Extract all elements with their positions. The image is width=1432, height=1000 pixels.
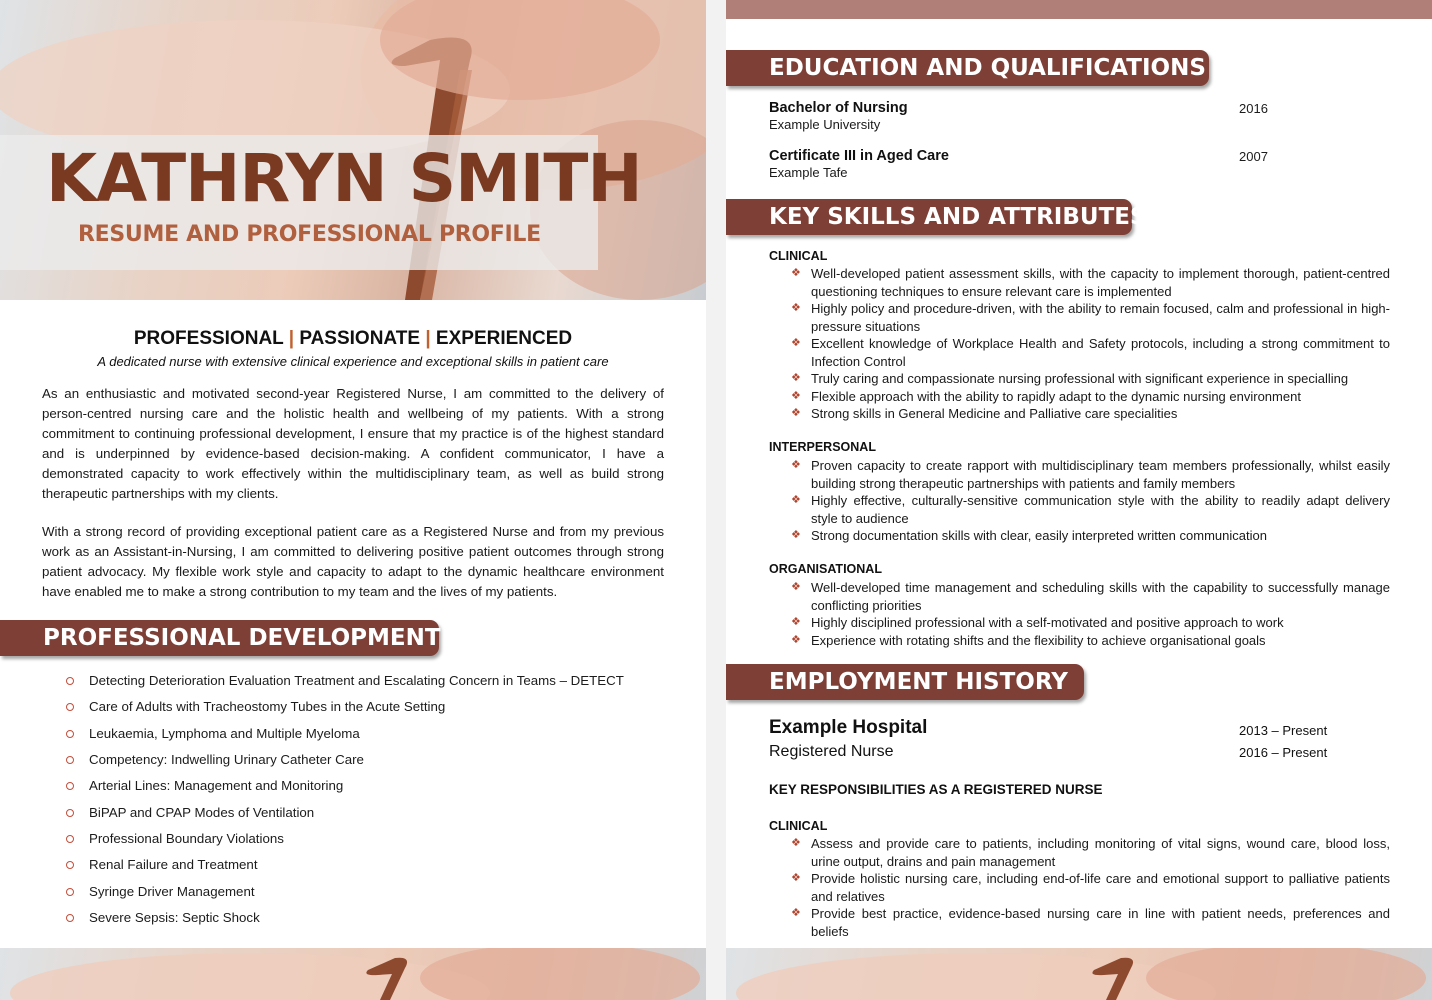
list-item bbox=[791, 388, 1390, 406]
section-heading-text: EDUCATION AND QUALIFICATIONS bbox=[769, 55, 1206, 81]
list-item bbox=[791, 835, 1390, 870]
list-item-text: Care of Adults with Tracheostomy Tubes in the Acute Setting bbox=[89, 699, 446, 715]
profile-paragraph: As an enthusiastic and motivated second-year Registered Nurse, I am committed to the delivery of person-centred nursing care and the holistic health and wellbeing of my patients. With a strong commitment to continuing professional development, I ensure that my practice is of the highest standard and is underpinned by evidence-based decision-making. A confident communicator, I have a demonstrated capacity to work effectively within the multidisciplinary team, as well as build strong therapeutic partnerships with my clients. bbox=[42, 386, 664, 501]
circle-bullet-icon bbox=[66, 835, 74, 843]
list-item-text: Provide best practice, evidence-based nursing care in line with patient needs, preferences and beliefs bbox=[811, 906, 1390, 939]
section-heading-text: KEY SKILLS AND ATTRIBUTES bbox=[769, 204, 1147, 230]
list-item-text: Flexible approach with the ability to rapidly adapt to the dynamic nursing environment bbox=[811, 388, 1301, 404]
qualification-title: Certificate III in Aged Care bbox=[769, 148, 949, 164]
list-item-text: Syringe Driver Management bbox=[89, 883, 255, 899]
list-item-text: Truly caring and compassionate nursing professional with significant experience in specialling bbox=[811, 371, 1349, 386]
diamond-bullet-icon: ❖ bbox=[791, 389, 801, 402]
list-item bbox=[791, 614, 1390, 632]
list-item-text: Highly policy and procedure-driven, with the ability to remain focused, calm and professional in high-pressure situations bbox=[811, 301, 1390, 334]
tagline-separator: | bbox=[288, 328, 295, 349]
hero-photo bbox=[0, 0, 706, 300]
list-item-text: Leukaemia, Lymphoma and Multiple Myeloma bbox=[89, 725, 360, 741]
list-item bbox=[62, 668, 682, 694]
list-item bbox=[62, 852, 682, 878]
list-item-text: Assess and provide care to patients, including monitoring of vital signs, wound care, blood loss, urine output, drains and pain management bbox=[811, 836, 1390, 869]
diamond-bullet-icon: ❖ bbox=[791, 837, 801, 849]
resume-page-2 bbox=[726, 0, 1432, 1000]
list-item bbox=[791, 527, 1390, 545]
list-item-text: Competency: Indwelling Urinary Catheter Care bbox=[89, 752, 364, 768]
circle-bullet-icon bbox=[66, 861, 74, 869]
circle-bullet-icon bbox=[66, 730, 74, 738]
circle-bullet-icon bbox=[66, 809, 74, 817]
diamond-bullet-icon: ❖ bbox=[791, 633, 801, 646]
circle-bullet-icon bbox=[66, 914, 74, 922]
list-item-text: Experience with rotating shifts and the flexibility to achieve organisational goals bbox=[811, 632, 1266, 648]
employer-dates: 2013 – Present bbox=[1239, 723, 1328, 738]
skills-category-clinical: CLINICAL bbox=[769, 249, 828, 263]
section-heading-text: PROFESSIONAL DEVELOPMENT bbox=[43, 625, 441, 651]
education-entry bbox=[769, 100, 1369, 132]
interpersonal-skills-list bbox=[791, 457, 1390, 545]
diamond-bullet-icon: ❖ bbox=[791, 459, 801, 471]
circle-bullet-icon bbox=[66, 756, 74, 764]
qualification-year: 2007 bbox=[1239, 149, 1268, 164]
circle-bullet-icon bbox=[66, 677, 74, 685]
institution-name: Example University bbox=[769, 117, 881, 132]
tagline-separator: | bbox=[425, 328, 431, 349]
responsibilities-category-clinical: CLINICAL bbox=[769, 819, 828, 833]
list-item-text: Strong documentation skills with clear, easily interpreted written communication bbox=[811, 528, 1267, 543]
responsibilities-heading: KEY RESPONSIBILITIES AS A REGISTERED NURSE bbox=[769, 782, 1103, 797]
tagline bbox=[0, 328, 706, 350]
list-item bbox=[62, 878, 682, 904]
tagline-summary: A dedicated nurse with extensive clinical experience and exceptional skills in patient care bbox=[97, 354, 609, 369]
qualification-title: Bachelor of Nursing bbox=[769, 100, 908, 116]
diamond-bullet-icon: ❖ bbox=[791, 372, 801, 384]
list-item bbox=[791, 265, 1390, 300]
diamond-bullet-icon: ❖ bbox=[791, 337, 801, 349]
list-item bbox=[62, 694, 682, 720]
responsibilities-list bbox=[791, 835, 1390, 940]
circle-bullet-icon bbox=[66, 888, 74, 896]
professional-development-list bbox=[62, 668, 682, 931]
diamond-bullet-icon: ❖ bbox=[791, 581, 801, 593]
skills-category-organisational: ORGANISATIONAL bbox=[769, 562, 882, 576]
list-item bbox=[62, 905, 682, 931]
next-page-photo-preview bbox=[726, 948, 1432, 1000]
list-item bbox=[791, 905, 1390, 940]
list-item bbox=[62, 721, 682, 747]
resume-subtitle: RESUME AND PROFESSIONAL PROFILE bbox=[78, 222, 541, 247]
list-item bbox=[791, 632, 1390, 650]
list-item bbox=[791, 370, 1390, 388]
next-page-photo-preview bbox=[0, 948, 706, 1000]
resume-page-1 bbox=[0, 0, 706, 1000]
list-item bbox=[62, 747, 682, 773]
clinical-skills-list bbox=[791, 265, 1390, 423]
job-role: Registered Nurse bbox=[769, 743, 894, 760]
diamond-bullet-icon: ❖ bbox=[791, 267, 801, 279]
hands-cane-illustration bbox=[0, 948, 706, 1000]
list-item bbox=[791, 870, 1390, 905]
list-item-text: Strong skills in General Medicine and Palliative care specialities bbox=[811, 406, 1178, 421]
diamond-bullet-icon: ❖ bbox=[791, 407, 801, 419]
list-item-text: BiPAP and CPAP Modes of Ventilation bbox=[89, 804, 315, 820]
institution-name: Example Tafe bbox=[769, 165, 848, 180]
list-item-text: Arterial Lines: Management and Monitoring bbox=[89, 778, 344, 794]
tagline-word-professional: PROFESSIONAL bbox=[133, 328, 284, 349]
diamond-bullet-icon: ❖ bbox=[791, 529, 801, 541]
list-item bbox=[62, 826, 682, 852]
tagline-word-experienced: EXPERIENCED bbox=[435, 328, 573, 349]
role-dates: 2016 – Present bbox=[1239, 745, 1328, 760]
list-item bbox=[791, 492, 1390, 527]
list-item bbox=[791, 405, 1390, 423]
list-item bbox=[791, 457, 1390, 492]
section-heading-professional-development bbox=[0, 620, 439, 656]
candidate-name: KATHRYN SMITH bbox=[46, 140, 642, 217]
list-item-text: Well-developed time management and scheduling skills with the capability to successfully manage conflicting priorities bbox=[811, 580, 1390, 613]
list-item bbox=[791, 335, 1390, 370]
page-top-strip bbox=[726, 0, 1432, 19]
list-item-text: Proven capacity to create rapport with multidisciplinary team members professionally, whilst easily building strong therapeutic partnerships with patients and family members bbox=[811, 458, 1390, 491]
list-item-text: Professional Boundary Violations bbox=[89, 830, 284, 846]
hands-cane-illustration bbox=[726, 948, 1432, 1000]
profile-paragraph: With a strong record of providing exceptional patient care as a Registered Nurse and from my previous work as an Assistant-in-Nursing, I am committed to delivering positive patient outcomes through strong patient advocacy. My flexible work style and capacity to adapt to the dynamic healthcare environment have enabled me to make a strong contribution to my team and the lives of my patients. bbox=[42, 524, 664, 599]
section-heading-text: EMPLOYMENT HISTORY bbox=[769, 669, 1068, 695]
employer-name: Example Hospital bbox=[769, 717, 928, 738]
list-item bbox=[791, 579, 1390, 614]
section-heading-education bbox=[726, 50, 1209, 86]
diamond-bullet-icon: ❖ bbox=[791, 494, 801, 506]
organisational-skills-list bbox=[791, 579, 1390, 649]
list-item bbox=[791, 300, 1390, 335]
list-item-text: Highly effective, culturally-sensitive communication style with the ability to readily adapt delivery style to audience bbox=[811, 493, 1390, 526]
list-item-text: Detecting Deterioration Evaluation Treatment and Escalating Concern in Teams – DETECT bbox=[89, 673, 624, 689]
education-entry bbox=[769, 148, 1369, 180]
diamond-bullet-icon: ❖ bbox=[791, 616, 801, 628]
tagline-word-passionate: PASSIONATE bbox=[299, 328, 421, 349]
section-heading-skills bbox=[726, 199, 1147, 235]
list-item-text: Renal Failure and Treatment bbox=[89, 857, 258, 873]
list-item-text: Excellent knowledge of Workplace Health and Safety protocols, including a strong commitment to Infection Control bbox=[811, 336, 1390, 369]
list-item-text: Well-developed patient assessment skills, with the capacity to implement thorough, patient-centred questioning techniques to ensure relevant care is implemented bbox=[811, 266, 1390, 299]
diamond-bullet-icon: ❖ bbox=[791, 872, 801, 884]
circle-bullet-icon bbox=[66, 703, 74, 711]
section-heading-employment bbox=[726, 664, 1084, 700]
list-item bbox=[62, 773, 682, 799]
circle-bullet-icon bbox=[66, 782, 74, 790]
diamond-bullet-icon: ❖ bbox=[791, 907, 801, 919]
list-item bbox=[62, 799, 682, 825]
skills-category-interpersonal: INTERPERSONAL bbox=[769, 440, 876, 454]
page-gutter bbox=[706, 0, 726, 1000]
list-item-text: Highly disciplined professional with a self-motivated and positive approach to work bbox=[811, 615, 1284, 630]
diamond-bullet-icon: ❖ bbox=[791, 302, 801, 314]
qualification-year: 2016 bbox=[1239, 101, 1268, 116]
list-item-text: Severe Sepsis: Septic Shock bbox=[89, 909, 260, 925]
list-item-text: Provide holistic nursing care, including end-of-life care and emotional support to palliative patients and relatives bbox=[811, 871, 1390, 904]
